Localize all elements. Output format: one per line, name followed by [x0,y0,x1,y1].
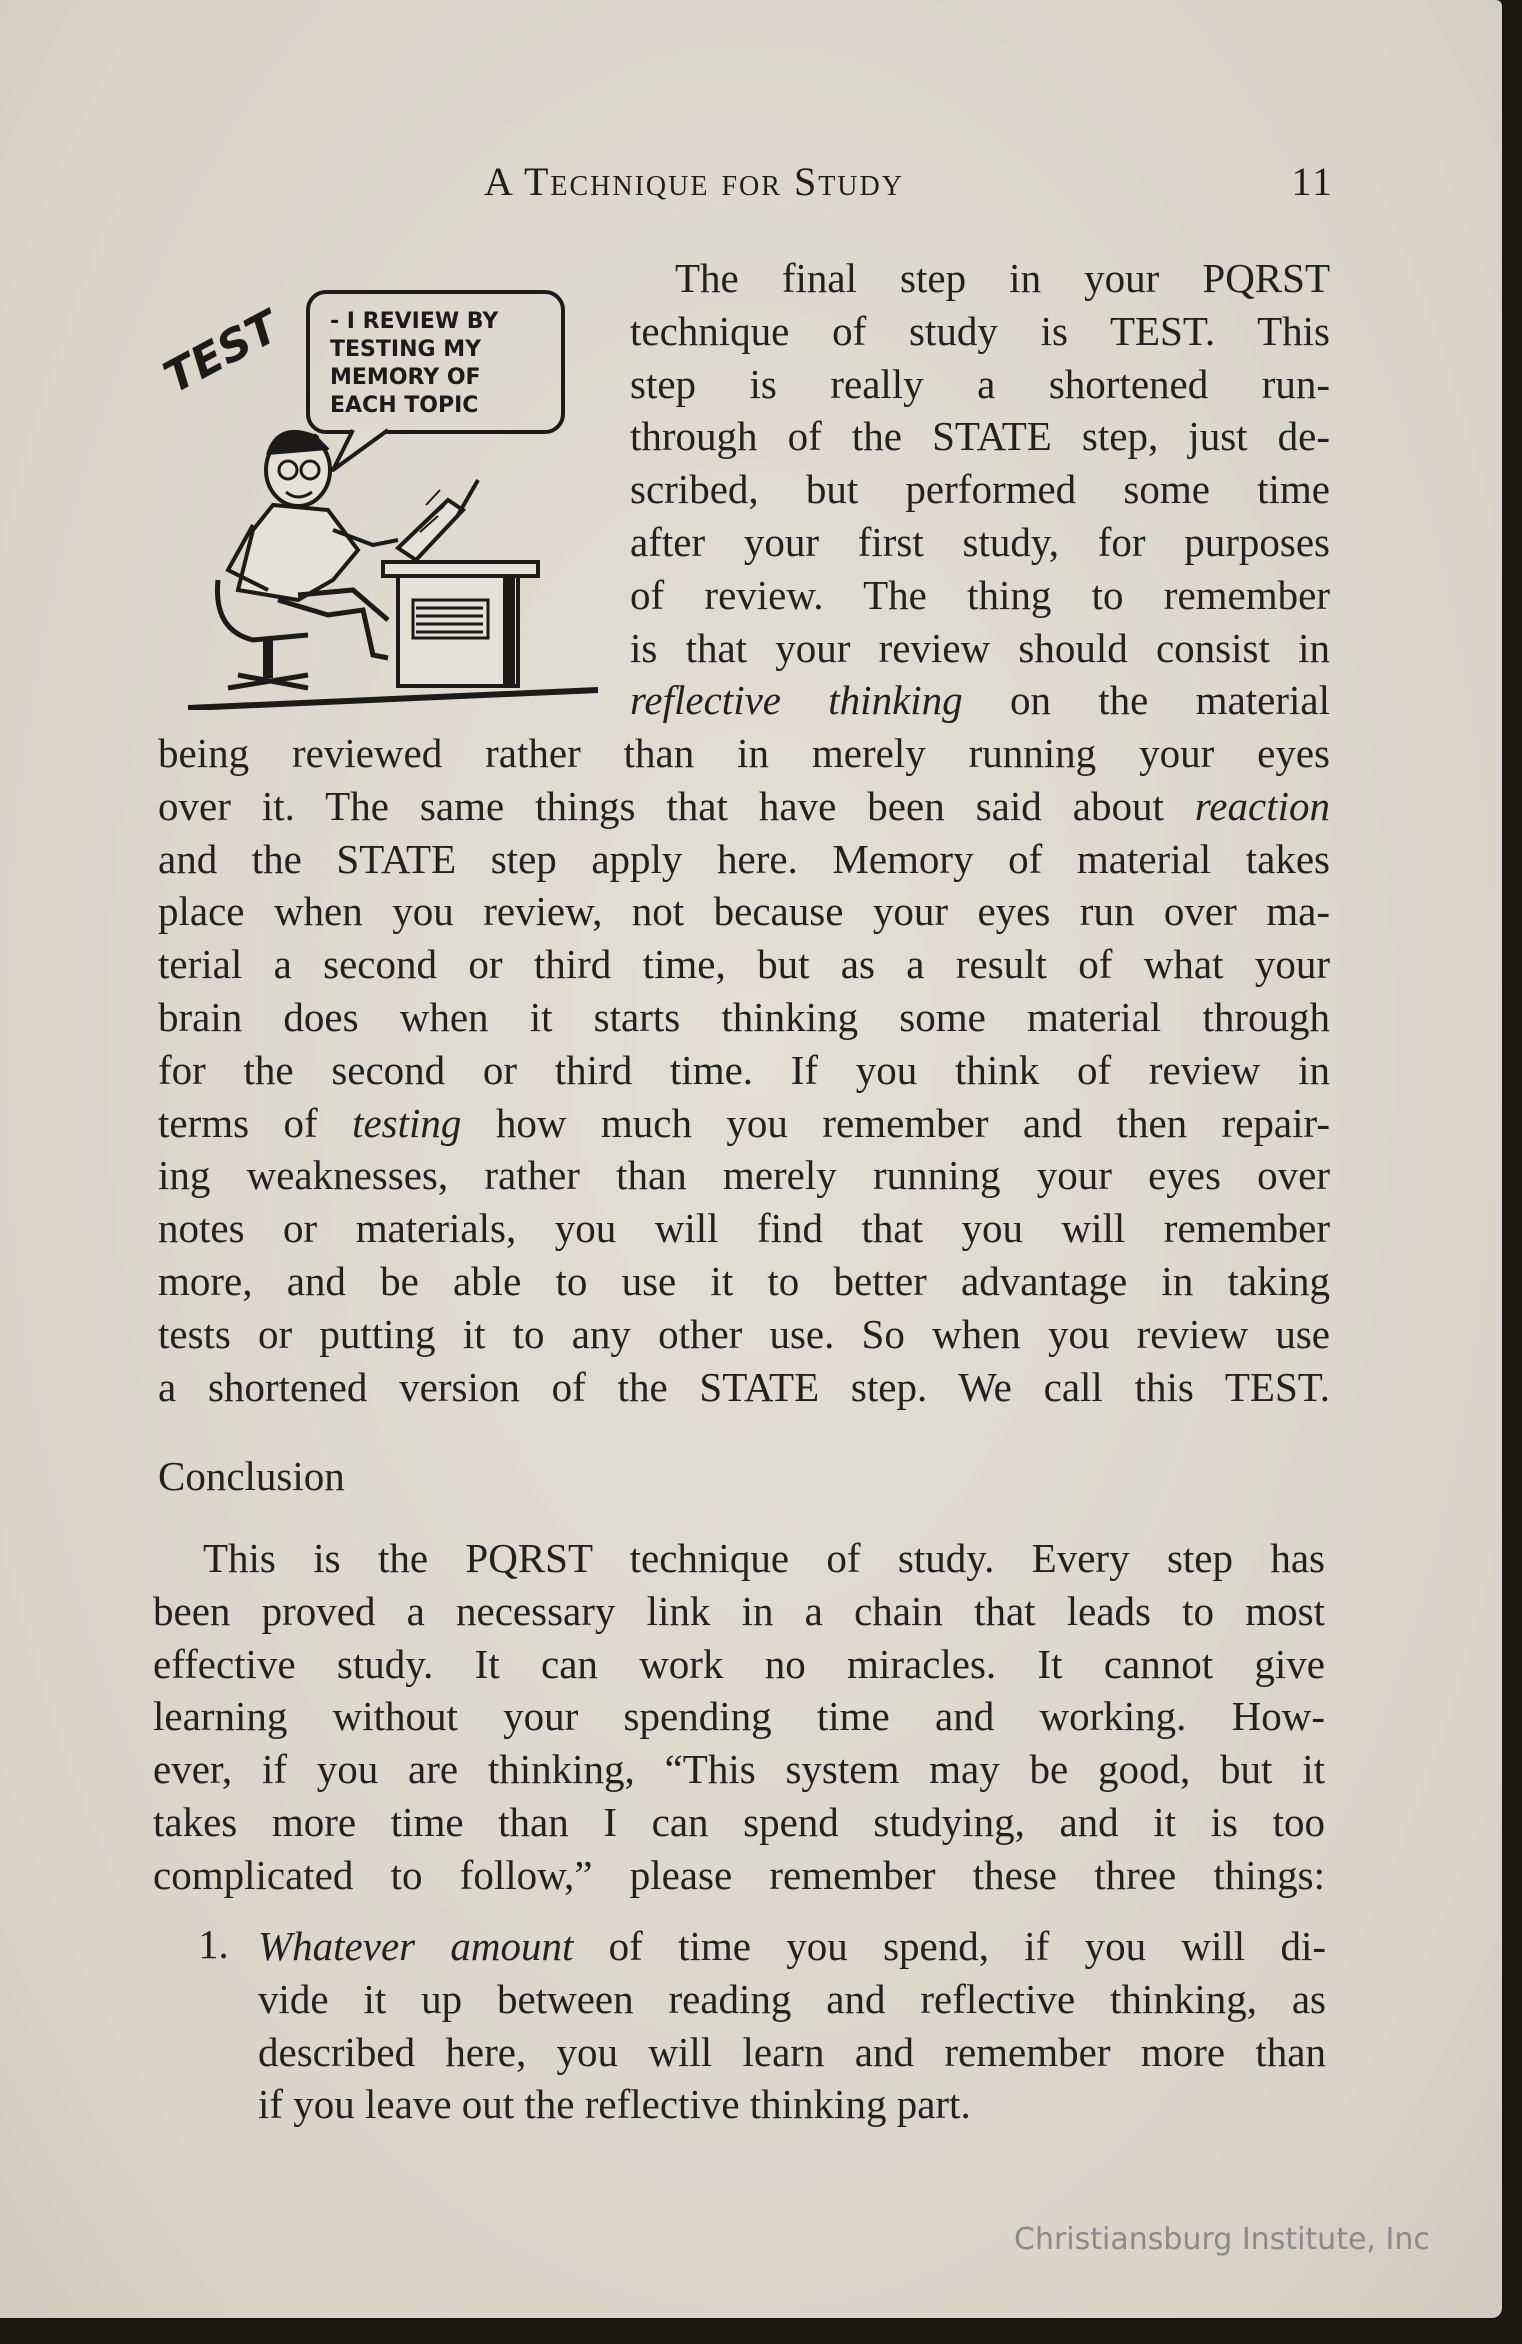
italic-phrase: Whatever amount [258,1923,574,1969]
text-fragment: on the material [962,677,1330,724]
header-title: A Technique for Study [484,159,904,204]
bubble-line-1: - I REVIEW BY [330,309,499,334]
bubble-line-3: MEMORY OF [330,365,481,390]
text-line: if you leave out the reflective thinking part. [258,2081,971,2128]
body-paragraph [158,727,1330,1413]
text-line: for the second or third time. If you think of review in [158,1046,1330,1093]
student-review-illustration [158,270,613,710]
bubble-line-2: TESTING MY [330,337,482,362]
text-line: brain does when it starts thinking some material through [158,993,1330,1040]
text-line: been proved a necessary link in a chain that leads to most [153,1587,1325,1634]
text-line: scribed, but performed some time [630,466,1330,513]
text-line: This is the PQRST technique of study. Every step has [203,1535,1325,1581]
text-line: through of the STATE step, just de- [630,413,1330,460]
text-line [158,1097,1330,1150]
text-line [158,780,1330,833]
test-label: TEST [158,301,288,404]
text-line: takes more time than I can spend studying, and it is too [153,1798,1325,1845]
italic-phrase: testing [352,1099,462,1146]
text-line: place when you review, not because your eyes run over ma- [158,888,1330,935]
conclusion-paragraph [153,1532,1325,1902]
list-number: 1. [198,1921,229,1967]
text-line: notes or materials, you will find that you will remember [158,1205,1330,1252]
text-line: vide it up between reading and reflective thinking, as [258,1975,1326,2022]
text-fragment: over it. The same things that have been said about [158,782,1195,829]
text-line: after your first study, for purposes [630,518,1330,565]
text-line: The final step in your PQRST [675,255,1330,301]
running-header [484,158,1334,205]
text-line: tests or putting it to any other use. So when you review use [158,1310,1330,1357]
text-fragment: terms of [158,1099,353,1146]
list-item-text [258,1920,1326,2131]
page-number: 11 [1291,159,1334,204]
watermark: Christiansburg Institute, Inc [1014,2222,1430,2257]
text-line: step is really a shortened run- [630,360,1330,407]
text-line: of review. The thing to remember [630,571,1330,618]
text-line: technique of study is TEST. This [630,307,1330,354]
section-heading: Conclusion [158,1453,345,1499]
text-line: effective study. It can work no miracles. It cannot give [153,1640,1325,1687]
wrapped-paragraph [630,252,1330,727]
text-line: terial a second or third time, but as a result of what your [158,941,1330,988]
text-line: described here, you will learn and remember more than [258,2028,1326,2075]
italic-phrase: reaction [1194,782,1330,829]
text-line: complicated to follow,” please remember these three things: [153,1851,1325,1898]
text-line: is that your review should consist in [630,624,1330,671]
text-line [630,674,1330,727]
text-line [258,1920,1326,1973]
text-fragment: how much you remember and then repair- [461,1099,1330,1146]
text-line: ing weaknesses, rather than merely running your eyes over [158,1152,1330,1199]
text-line: more, and be able to use it to better advantage in taking [158,1257,1330,1304]
text-line: being reviewed rather than in merely running your eyes [158,730,1330,776]
text-fragment: of time you spend, if you will di- [573,1923,1326,1969]
bubble-line-4: EACH TOPIC [330,393,479,418]
text-line: a shortened version of the STATE step. We call this TEST. [158,1363,1330,1410]
text-line: and the STATE step apply here. Memory of material takes [158,835,1330,882]
text-line: learning without your spending time and working. How- [153,1693,1325,1740]
text-line: ever, if you are thinking, “This system may be good, but it [153,1746,1325,1793]
italic-phrase: reflective thinking [630,677,963,724]
